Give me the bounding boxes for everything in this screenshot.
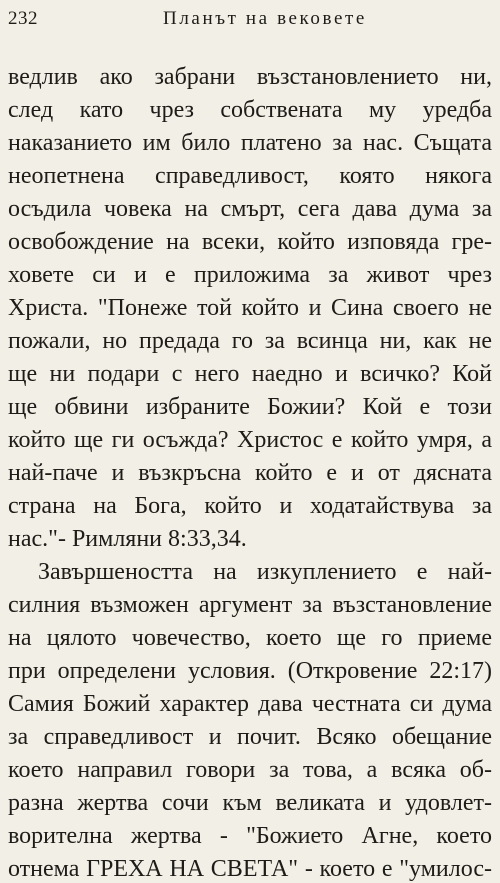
running-title: Планът на вековете <box>163 8 367 29</box>
text-line: на цялото човечество, което ще го приеме <box>8 625 492 651</box>
text-line: Христа. "Понеже той който и Сина своего не <box>8 295 492 321</box>
text-line: ховете си и е приложима за живот чрез <box>8 262 492 288</box>
text-line: нас."- Римляни 8:33,34. <box>8 526 247 552</box>
text-line: при определени условия. (Откровение 22:17) <box>8 658 492 684</box>
text-line: осъдила човека на смърт, сега дава дума за <box>8 196 492 222</box>
page-number: 232 <box>8 8 38 29</box>
text-line: отнема ГРЕХА НА СВЕТА" - което е "умилос- <box>8 856 492 882</box>
text-line: неопетнена справедливост, която някога <box>8 163 492 189</box>
text-line: Завършеността на изкуплението е най- <box>38 559 492 585</box>
text-line: ворителна жертва - "Божието Агне, което <box>8 823 492 849</box>
text-line: Самия Божий характер дава честната си дума <box>8 691 492 717</box>
text-line: което направил говори за това, а всяка об- <box>8 757 492 783</box>
text-line: страна на Бога, който и ходатайствува за <box>8 493 492 519</box>
text-line: ще ни подари с него наедно и всичко? Кой <box>8 361 492 387</box>
text-line: най-паче и възкръсна който е и от дясната <box>8 460 492 486</box>
text-line: разна жертва сочи към великата и удовлет- <box>8 790 492 816</box>
text-line: след като чрез собствената му уредба <box>8 97 492 123</box>
text-line: пожали, но предада го за всинца ни, как не <box>8 328 492 354</box>
text-line: ще обвини избраните Божии? Кой е този <box>8 394 492 420</box>
text-line: който ще ги осъжда? Христос е който умря, а <box>8 427 492 453</box>
text-line: силния възможен аргумент за възстановление <box>8 592 492 618</box>
page-header <box>0 0 500 40</box>
text-line: ведлив ако забрани възстановлението ни, <box>8 64 492 90</box>
text-line: за справедливост и почит. Всяко обещание <box>8 724 492 750</box>
text-line: наказанието им било платено за нас. Същата <box>8 130 492 156</box>
text-line: освобождение на всеки, който изповяда гре- <box>8 229 492 255</box>
